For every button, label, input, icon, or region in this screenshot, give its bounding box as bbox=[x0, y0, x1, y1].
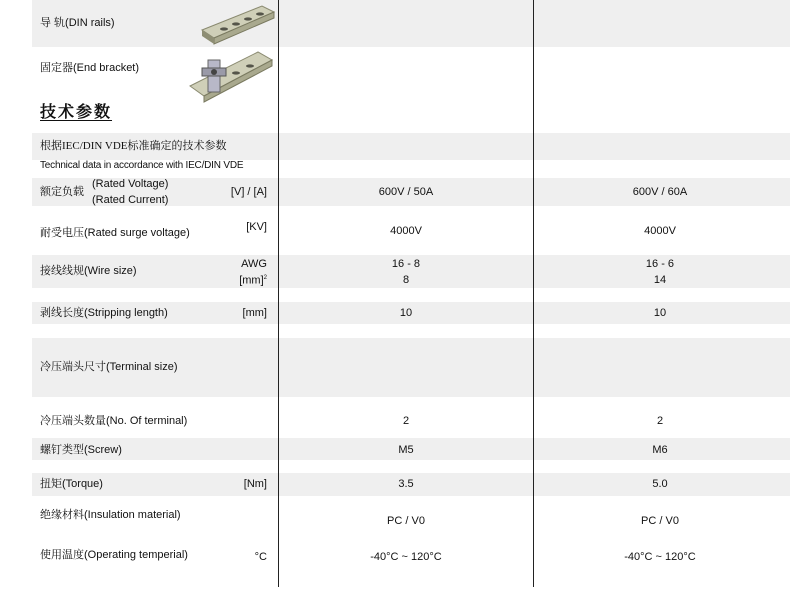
row-band bbox=[32, 0, 790, 47]
wire-value-b1: 16 - 6 bbox=[645, 258, 675, 270]
insulation-label: 绝缘材料(Insulation material) bbox=[40, 509, 181, 521]
temp-value-a: -40°C ~ 120°C bbox=[370, 551, 442, 563]
standard-cn-a: 根据 bbox=[40, 140, 62, 152]
wire-value-a1: 16 - 8 bbox=[391, 258, 421, 270]
insulation-value-a: PC / V0 bbox=[387, 515, 425, 527]
standard-line-cn bbox=[40, 140, 226, 153]
standard-line-en: Technical data in accordance with IEC/DIN VDE bbox=[40, 160, 244, 171]
wire-unit-sup: 2 bbox=[263, 275, 267, 281]
wire-unit-mm: [mm] bbox=[239, 274, 264, 287]
din-rails-label: 导 轨(DIN rails) bbox=[40, 17, 115, 29]
torque-label: 扭矩(Torque) bbox=[40, 478, 103, 490]
column-divider bbox=[278, 0, 279, 587]
din-rail-image bbox=[200, 4, 276, 46]
rated-value-a: 600V / 50A bbox=[378, 186, 434, 198]
insulation-value-b: PC / V0 bbox=[641, 515, 679, 527]
terminal-no-value-a: 2 bbox=[402, 415, 410, 427]
temp-label: 使用温度(Operating temperial) bbox=[40, 549, 188, 561]
terminal-no-label: 冷压端头数量(No. Of terminal) bbox=[40, 415, 188, 427]
temp-unit: °C bbox=[254, 551, 267, 563]
torque-value-b: 5.0 bbox=[652, 478, 668, 490]
rated-voltage-label: (Rated Voltage) bbox=[92, 178, 169, 190]
surge-unit: [KV] bbox=[246, 221, 267, 233]
standard-cn-b: IEC/DIN VDE bbox=[62, 140, 128, 152]
section-title: 技术参数 bbox=[40, 104, 113, 121]
torque-value-a: 3.5 bbox=[398, 478, 414, 490]
rated-label-cn: 额定负载 bbox=[40, 186, 84, 198]
surge-value-b: 4000V bbox=[644, 225, 676, 237]
strip-value-a: 10 bbox=[399, 307, 413, 319]
rated-value-b: 600V / 60A bbox=[632, 186, 688, 198]
surge-label: 耐受电压(Rated surge voltage) bbox=[40, 227, 190, 239]
rated-current-label: (Rated Current) bbox=[92, 194, 169, 206]
wire-unit-mm2 bbox=[239, 272, 267, 288]
torque-unit: [Nm] bbox=[243, 478, 267, 490]
screw-value-a: M5 bbox=[398, 444, 414, 456]
strip-label: 剥线长度(Stripping length) bbox=[40, 307, 168, 319]
screw-label: 螺钉类型(Screw) bbox=[40, 444, 122, 456]
column-divider bbox=[533, 0, 534, 587]
strip-unit: [mm] bbox=[242, 307, 267, 319]
wire-label: 接线线规(Wire size) bbox=[40, 265, 137, 277]
temp-value-b: -40°C ~ 120°C bbox=[624, 551, 696, 563]
end-bracket-label: 固定器(End bracket) bbox=[40, 62, 140, 74]
screw-value-b: M6 bbox=[652, 444, 668, 456]
wire-value-a2: 8 bbox=[402, 274, 410, 286]
strip-value-b: 10 bbox=[653, 307, 667, 319]
terminal-no-value-b: 2 bbox=[656, 415, 664, 427]
surge-value-a: 4000V bbox=[390, 225, 422, 237]
standard-cn-c: 标准确定的技术参数 bbox=[127, 140, 227, 152]
end-bracket-image bbox=[188, 46, 276, 108]
wire-unit-awg: AWG bbox=[241, 258, 267, 270]
wire-value-b2: 14 bbox=[653, 274, 667, 286]
rated-unit: [V] / [A] bbox=[230, 186, 267, 198]
terminal-size-label: 冷压端头尺寸(Terminal size) bbox=[40, 361, 178, 373]
